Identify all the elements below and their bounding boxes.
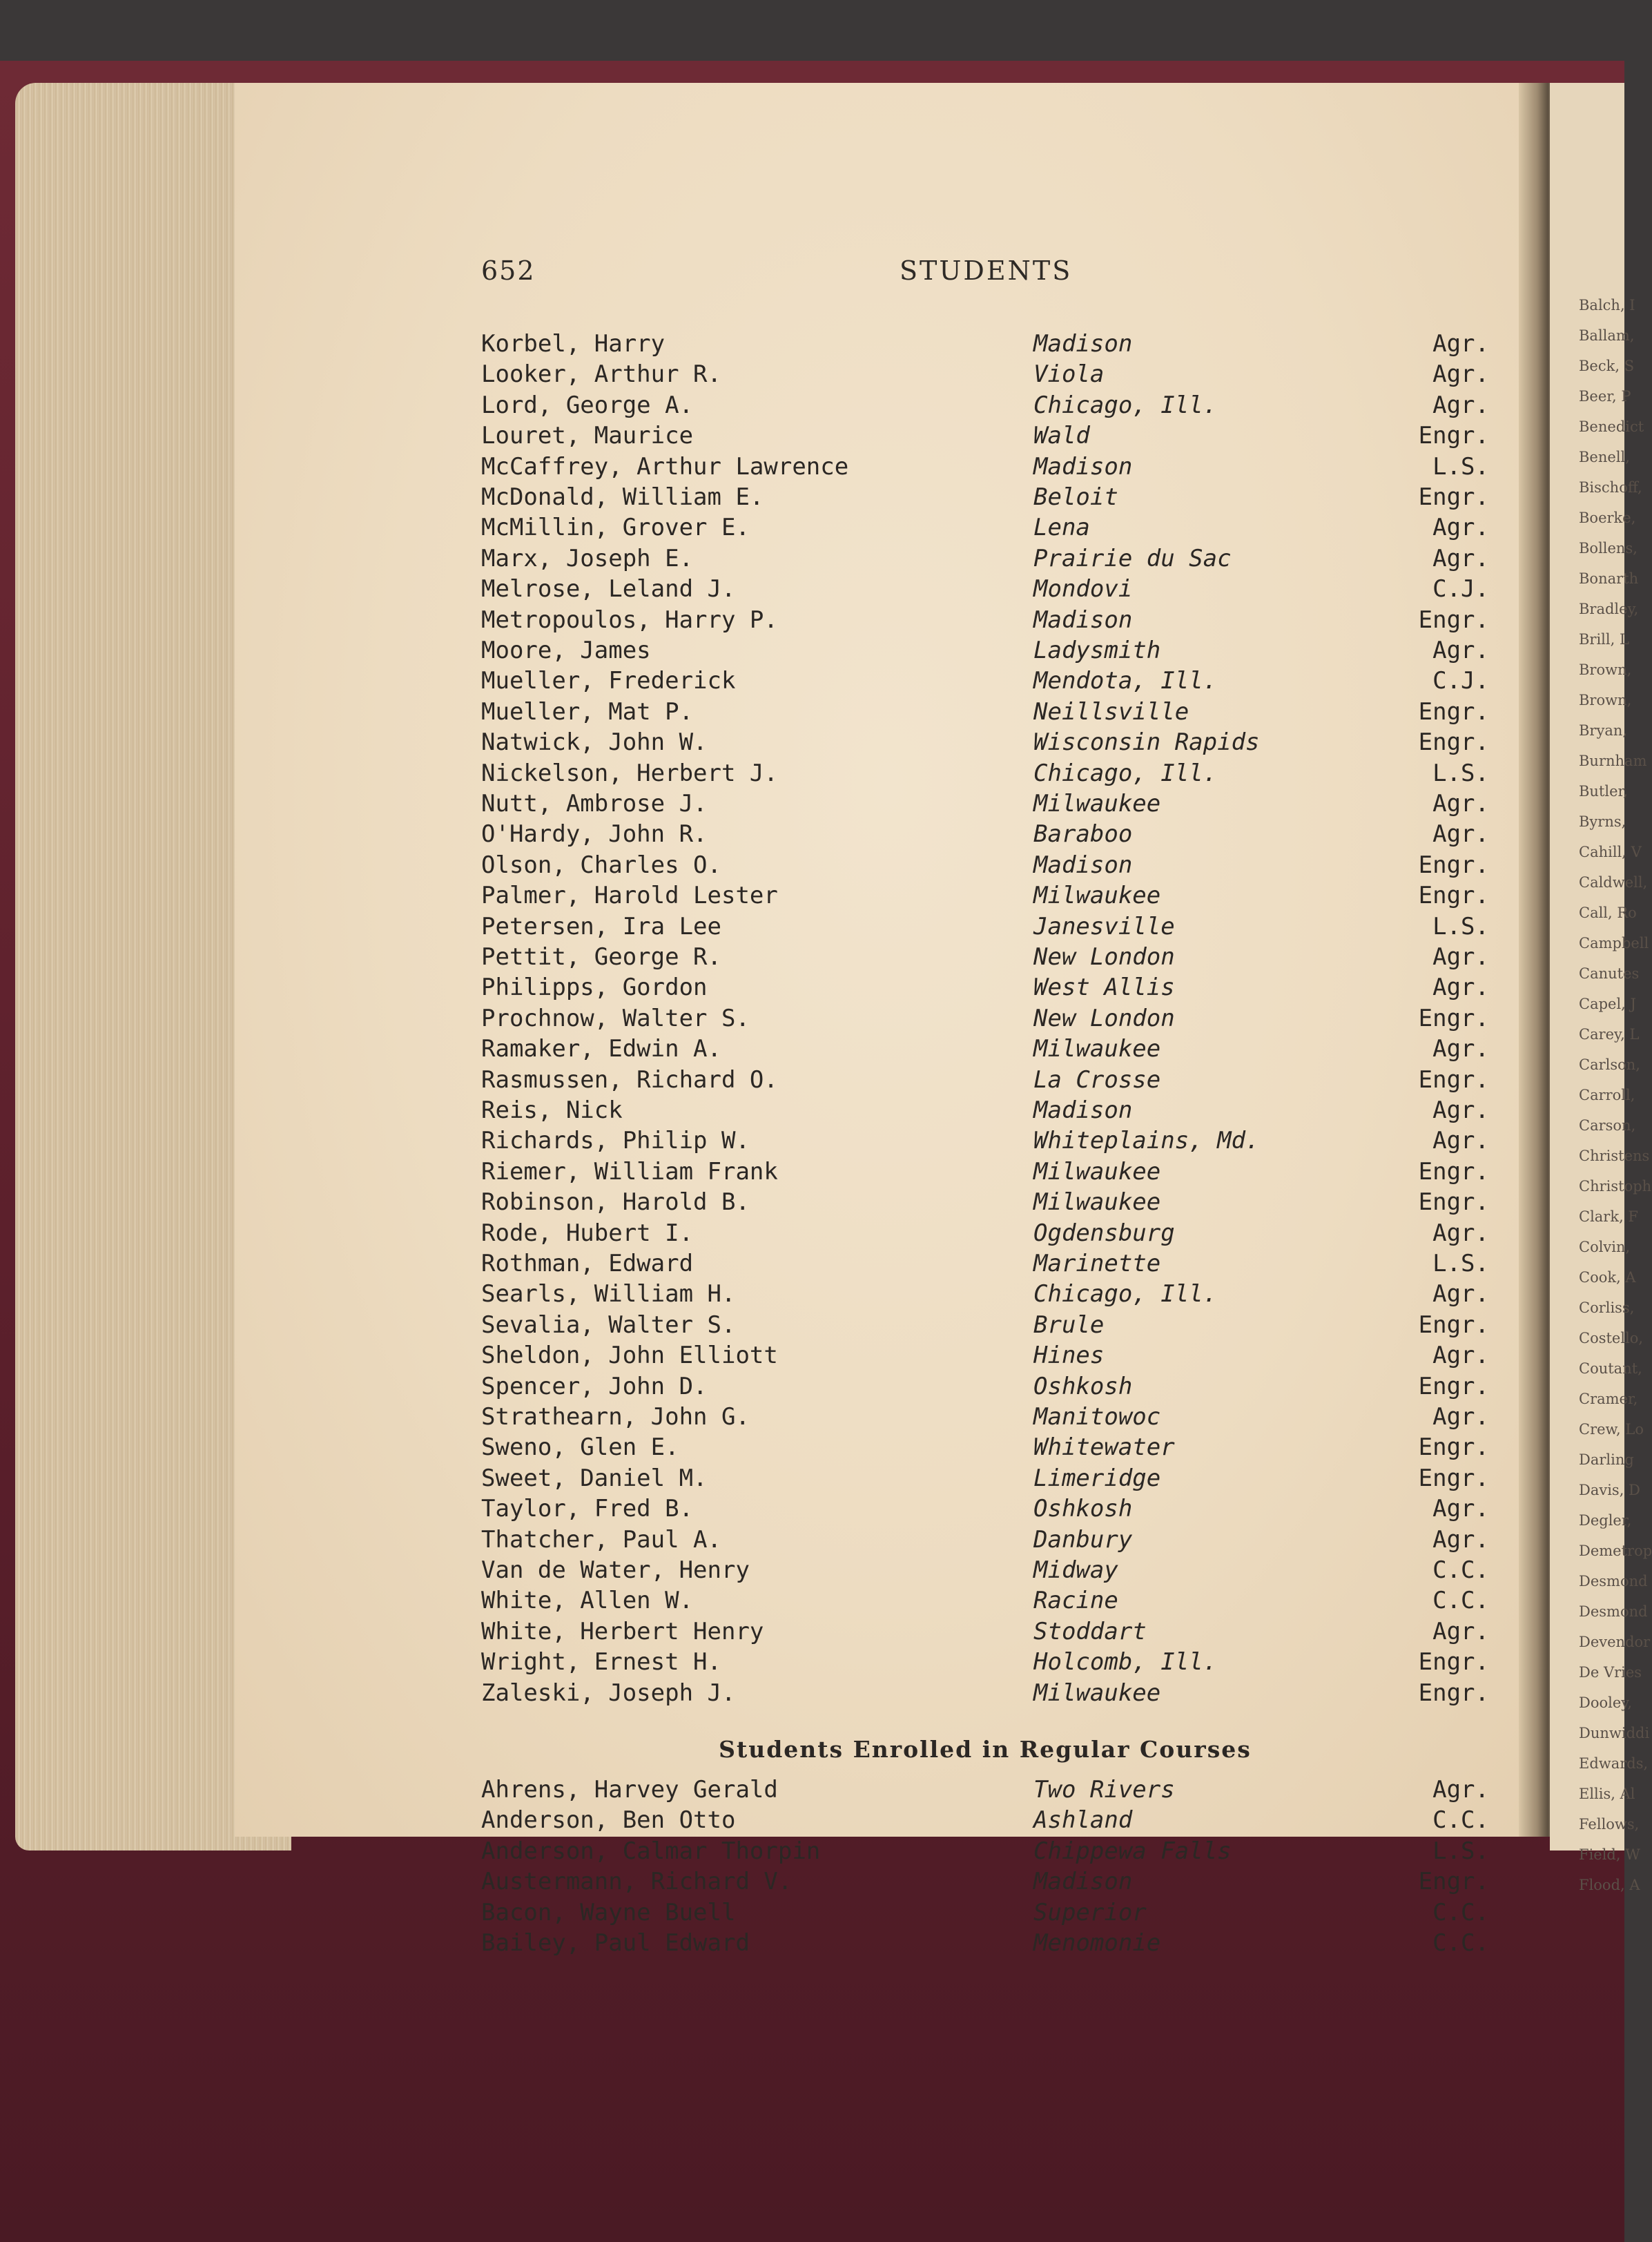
next-page-line: Colvin, <box>1579 1239 1631 1255</box>
student-row <box>481 1035 1489 1065</box>
student-row <box>481 1373 1489 1403</box>
student-course: L.S. <box>1432 452 1489 481</box>
student-course: Agr. <box>1432 391 1489 419</box>
next-page-line: Costello, <box>1579 1330 1644 1346</box>
student-name: McMillin, Grover E. <box>481 514 750 542</box>
next-page-line: Corliss, <box>1579 1299 1635 1316</box>
student-name: Anderson, Calmar Thorpin <box>481 1837 821 1865</box>
student-town: Whitewater <box>1033 1433 1175 1462</box>
student-course: Agr. <box>1432 1495 1489 1523</box>
next-page-line: Call, Ro <box>1579 905 1637 921</box>
student-name: Mueller, Mat P. <box>481 697 694 726</box>
student-town: Madison <box>1033 851 1133 879</box>
next-page-fragment <box>1550 83 1652 1893</box>
next-page-line: Devendor <box>1579 1634 1651 1650</box>
student-course: Agr. <box>1432 544 1489 572</box>
student-name: Ahrens, Harvey Gerald <box>481 1776 778 1804</box>
student-town: Wald <box>1033 422 1090 450</box>
student-row <box>481 1776 1489 1806</box>
student-name: Austermann, Richard V. <box>481 1868 793 1896</box>
student-name: O'Hardy, John R. <box>481 820 708 849</box>
next-page-line: Carey, L <box>1579 1026 1640 1043</box>
student-row <box>481 1837 1489 1868</box>
student-town: Limeridge <box>1033 1464 1161 1492</box>
student-course: Engr. <box>1418 728 1489 757</box>
next-page-line: Dunwiddi <box>1579 1725 1650 1741</box>
student-row <box>481 1587 1489 1617</box>
student-town: Janesville <box>1033 912 1175 940</box>
student-row <box>481 606 1489 637</box>
student-town: Hines <box>1033 1342 1105 1370</box>
student-row <box>481 1899 1489 1929</box>
student-row <box>481 330 1489 360</box>
student-row <box>481 1679 1489 1710</box>
student-name: Korbel, Harry <box>481 330 665 358</box>
student-course: Agr. <box>1432 1342 1489 1370</box>
next-page-line: Brill, L <box>1579 631 1629 648</box>
student-course: Agr. <box>1432 1617 1489 1645</box>
student-name: Van de Water, Henry <box>481 1556 750 1584</box>
student-name: Rode, Hubert I. <box>481 1219 694 1247</box>
student-course: Agr. <box>1432 1127 1489 1155</box>
student-name: Nutt, Ambrose J. <box>481 790 708 818</box>
next-page-line: Burnham <box>1579 753 1647 769</box>
student-town: New London <box>1033 943 1175 971</box>
section-heading: Students Enrolled in Regular Courses <box>719 1736 1252 1763</box>
student-town: Milwaukee <box>1033 1035 1161 1063</box>
student-town: Mendota, Ill. <box>1033 667 1218 695</box>
next-page-line: Desmond <box>1579 1573 1648 1589</box>
student-name: McDonald, William E. <box>481 483 764 511</box>
student-name: Natwick, John W. <box>481 728 708 757</box>
student-course: C.C. <box>1432 1898 1489 1926</box>
student-town: Wisconsin Rapids <box>1033 728 1260 757</box>
student-town: Brule <box>1033 1311 1105 1339</box>
student-town: Neillsville <box>1033 697 1189 726</box>
student-row <box>481 483 1489 514</box>
next-page-line: Cook, A <box>1579 1269 1636 1286</box>
student-town: Oshkosh <box>1033 1495 1133 1523</box>
next-page-line: Edwards, <box>1579 1755 1649 1772</box>
student-course: Engr. <box>1418 422 1489 450</box>
student-name: Sweet, Daniel M. <box>481 1464 708 1492</box>
student-row <box>481 760 1489 790</box>
next-page-line: Beck, S <box>1579 358 1635 374</box>
student-town: Superior <box>1033 1898 1147 1926</box>
student-row <box>481 1403 1489 1433</box>
next-page-line: Brown, <box>1579 661 1632 678</box>
student-name: Metropoulos, Harry P. <box>481 606 778 634</box>
student-town: New London <box>1033 1004 1175 1032</box>
student-name: Thatcher, Paul A. <box>481 1525 721 1554</box>
student-course: Engr. <box>1418 1188 1489 1217</box>
student-name: Marx, Joseph E. <box>481 544 694 572</box>
student-name: Bacon, Wayne Buell <box>481 1898 736 1926</box>
student-row <box>481 1005 1489 1035</box>
student-name: Bailey, Paul Edward <box>481 1929 750 1957</box>
student-name: Zaleski, Joseph J. <box>481 1679 736 1707</box>
student-town: La Crosse <box>1033 1065 1161 1094</box>
page-number: 652 <box>481 255 536 286</box>
student-name: Searls, William H. <box>481 1280 736 1308</box>
student-course: L.S. <box>1432 1837 1489 1865</box>
student-course: Agr. <box>1432 1280 1489 1308</box>
student-town: Viola <box>1033 360 1105 389</box>
student-name: Ramaker, Edwin A. <box>481 1035 721 1063</box>
student-course: C.C. <box>1432 1556 1489 1584</box>
student-course: Agr. <box>1432 1525 1489 1554</box>
next-page-line: Ballam, <box>1579 327 1635 344</box>
next-page-line: Field, W <box>1579 1846 1640 1863</box>
student-row <box>481 1465 1489 1495</box>
next-page-line: Dooley, <box>1579 1694 1633 1711</box>
student-row <box>481 974 1489 1004</box>
next-page-line: Beer, P <box>1579 388 1631 405</box>
student-town: Manitowoc <box>1033 1403 1161 1431</box>
student-row <box>481 698 1489 728</box>
student-row <box>481 637 1489 667</box>
student-row <box>481 1806 1489 1837</box>
student-town: Milwaukee <box>1033 790 1161 818</box>
student-row <box>481 790 1489 820</box>
student-row <box>481 545 1489 575</box>
student-row <box>481 1342 1489 1372</box>
student-row <box>481 1219 1489 1250</box>
student-row <box>481 882 1489 912</box>
next-page-line: Campbell <box>1579 935 1649 951</box>
next-page-line: Capel, J <box>1579 996 1636 1012</box>
student-course: L.S. <box>1432 1250 1489 1277</box>
student-name: Spencer, John D. <box>481 1372 708 1400</box>
student-row <box>481 1868 1489 1898</box>
student-name: White, Allen W. <box>481 1587 694 1615</box>
student-name: White, Herbert Henry <box>481 1617 764 1645</box>
next-page-line: Carroll, <box>1579 1087 1635 1103</box>
student-course: Engr. <box>1418 1433 1489 1462</box>
student-name: Taylor, Fred B. <box>481 1495 694 1523</box>
next-page-line: Butler, <box>1579 783 1628 800</box>
student-row <box>481 422 1489 452</box>
next-page-line: Bischoff, <box>1579 479 1642 496</box>
student-name: McCaffrey, Arthur Lawrence <box>481 452 849 481</box>
next-page-line: Byrns, <box>1579 813 1626 830</box>
student-town: Baraboo <box>1033 820 1133 849</box>
student-name: Prochnow, Walter S. <box>481 1004 750 1032</box>
student-course: Agr. <box>1432 514 1489 542</box>
student-course: Engr. <box>1418 1372 1489 1400</box>
student-row <box>481 851 1489 882</box>
student-town: Milwaukee <box>1033 1188 1161 1217</box>
student-town: Madison <box>1033 606 1133 634</box>
student-name: Nickelson, Herbert J. <box>481 759 778 787</box>
student-course: Agr. <box>1432 1776 1489 1804</box>
student-row <box>481 1158 1489 1188</box>
student-row <box>481 360 1489 391</box>
student-course: Agr. <box>1432 637 1489 664</box>
student-town: Chicago, Ill. <box>1033 759 1218 787</box>
student-town: Milwaukee <box>1033 882 1161 910</box>
student-town: Chicago, Ill. <box>1033 1280 1218 1308</box>
student-course: Engr. <box>1418 606 1489 634</box>
student-name: Looker, Arthur R. <box>481 360 721 389</box>
running-head: STUDENTS <box>900 255 1073 286</box>
student-name: Reis, Nick <box>481 1096 623 1124</box>
student-name: Rasmussen, Richard O. <box>481 1065 778 1094</box>
student-town: Chicago, Ill. <box>1033 391 1218 419</box>
next-page-line: Bonarth <box>1579 570 1639 587</box>
student-town: Milwaukee <box>1033 1157 1161 1186</box>
student-row <box>481 667 1489 697</box>
next-page-line: Degler, <box>1579 1512 1632 1529</box>
student-name: Lord, George A. <box>481 391 694 419</box>
student-name: Rothman, Edward <box>481 1250 694 1277</box>
student-town: Beloit <box>1033 483 1118 511</box>
next-page-line: Boerke, <box>1579 510 1636 526</box>
student-course: Engr. <box>1418 882 1489 910</box>
student-name: Sevalia, Walter S. <box>481 1311 736 1339</box>
student-name: Anderson, Ben Otto <box>481 1806 736 1835</box>
student-name: Sheldon, John Elliott <box>481 1342 778 1370</box>
student-course: L.S. <box>1432 912 1489 940</box>
student-town: Ogdensburg <box>1033 1219 1175 1247</box>
student-name: Richards, Philip W. <box>481 1127 750 1155</box>
next-page-line: Bollens, <box>1579 540 1638 557</box>
student-town: Madison <box>1033 330 1133 358</box>
next-page-line: Crew, Lo <box>1579 1421 1644 1438</box>
student-name: Wright, Ernest H. <box>481 1648 721 1676</box>
student-town: West Allis <box>1033 974 1175 1002</box>
next-page-line: Benedict <box>1579 418 1644 435</box>
student-course: Engr. <box>1418 1648 1489 1676</box>
student-row <box>481 1526 1489 1556</box>
student-town: Ladysmith <box>1033 637 1161 664</box>
student-town: Prairie du Sac <box>1033 544 1232 572</box>
next-page-line: Carson, <box>1579 1117 1636 1134</box>
student-row <box>481 1648 1489 1679</box>
student-row <box>481 1280 1489 1311</box>
student-course: Agr. <box>1432 943 1489 971</box>
student-name: Petersen, Ira Lee <box>481 912 721 940</box>
student-town: Midway <box>1033 1556 1118 1584</box>
student-course: Engr. <box>1418 697 1489 726</box>
next-page-line: Davis, D <box>1579 1482 1640 1498</box>
next-page-line: Flood, A <box>1579 1877 1640 1893</box>
student-row <box>481 1556 1489 1587</box>
student-row <box>481 913 1489 943</box>
student-row <box>481 1188 1489 1219</box>
student-name: Strathearn, John G. <box>481 1403 750 1431</box>
next-page-line: Bradley, <box>1579 601 1639 617</box>
student-name: Philipps, Gordon <box>481 974 708 1002</box>
student-course: Engr. <box>1418 483 1489 511</box>
next-page-line: Clark, F <box>1579 1208 1638 1225</box>
student-row <box>481 392 1489 422</box>
next-page-line: Demetrop <box>1579 1543 1652 1559</box>
student-course: C.J. <box>1432 667 1489 695</box>
student-row <box>481 1929 1489 1960</box>
next-page-line: Balch, I <box>1579 297 1635 313</box>
next-page-line: Christens <box>1579 1148 1650 1164</box>
next-page-line: Cramer, <box>1579 1391 1638 1407</box>
student-row <box>481 1127 1489 1157</box>
student-row <box>481 1618 1489 1648</box>
student-course: C.J. <box>1432 575 1489 603</box>
next-page-line: Brown, <box>1579 692 1632 708</box>
student-town: Two Rivers <box>1033 1776 1175 1804</box>
student-name: Louret, Maurice <box>481 422 694 450</box>
student-course: Engr. <box>1418 1065 1489 1094</box>
student-course: Agr. <box>1432 1219 1489 1247</box>
student-row <box>481 575 1489 606</box>
student-course: L.S. <box>1432 759 1489 787</box>
student-name: Palmer, Harold Lester <box>481 882 778 910</box>
student-name: Pettit, George R. <box>481 943 721 971</box>
student-name: Robinson, Harold B. <box>481 1188 750 1217</box>
student-course: Agr. <box>1432 790 1489 818</box>
student-row <box>481 1066 1489 1096</box>
student-town: Lena <box>1033 514 1090 542</box>
student-course: Engr. <box>1418 1311 1489 1339</box>
student-row <box>481 820 1489 851</box>
student-name: Sweno, Glen E. <box>481 1433 679 1462</box>
student-name: Moore, James <box>481 637 651 664</box>
next-page-line: Canutes <box>1579 965 1640 982</box>
student-course: C.C. <box>1432 1806 1489 1835</box>
student-town: Madison <box>1033 1868 1133 1896</box>
student-town: Stoddart <box>1033 1617 1147 1645</box>
next-page-line: Coutant, <box>1579 1360 1642 1377</box>
student-row <box>481 514 1489 544</box>
next-page-line: Caldwell, <box>1579 874 1648 891</box>
next-page-line: Fellows, <box>1579 1816 1640 1833</box>
student-course: Agr. <box>1432 330 1489 358</box>
student-town: Madison <box>1033 1096 1133 1124</box>
student-row <box>481 1250 1489 1280</box>
student-town: Oshkosh <box>1033 1372 1133 1400</box>
student-course: Engr. <box>1418 1868 1489 1896</box>
next-page-line: Benell, <box>1579 449 1630 465</box>
next-page-line: Christoph <box>1579 1178 1652 1195</box>
student-course: C.C. <box>1432 1587 1489 1615</box>
student-name: Olson, Charles O. <box>481 851 721 879</box>
student-row <box>481 1433 1489 1464</box>
student-course: Agr. <box>1432 1403 1489 1431</box>
next-page-line: Desmond <box>1579 1603 1648 1620</box>
student-row <box>481 1096 1489 1127</box>
next-page-line: De Vries <box>1579 1664 1642 1681</box>
student-row <box>481 1311 1489 1342</box>
student-town: Racine <box>1033 1587 1118 1615</box>
student-course: Agr. <box>1432 1035 1489 1063</box>
student-town: Holcomb, Ill. <box>1033 1648 1218 1676</box>
student-town: Milwaukee <box>1033 1679 1161 1707</box>
next-page-line: Darling <box>1579 1451 1634 1468</box>
student-course: C.C. <box>1432 1929 1489 1957</box>
next-page-line: Bryan, <box>1579 722 1628 739</box>
student-town: Whiteplains, Md. <box>1033 1127 1260 1155</box>
student-course: Engr. <box>1418 1004 1489 1032</box>
student-name: Riemer, William Frank <box>481 1157 778 1186</box>
student-town: Marinette <box>1033 1250 1161 1277</box>
student-course: Agr. <box>1432 974 1489 1002</box>
next-page-line: Ellis, Al <box>1579 1786 1635 1802</box>
student-town: Menomonie <box>1033 1929 1161 1957</box>
student-course: Agr. <box>1432 820 1489 849</box>
student-course: Engr. <box>1418 1464 1489 1492</box>
student-row <box>481 728 1489 759</box>
next-page-line: Cahill, V <box>1579 844 1642 860</box>
student-name: Mueller, Frederick <box>481 667 736 695</box>
student-town: Danbury <box>1033 1525 1133 1554</box>
student-row <box>481 453 1489 483</box>
student-course: Agr. <box>1432 1096 1489 1124</box>
student-town: Chippewa Falls <box>1033 1837 1232 1865</box>
student-course: Agr. <box>1432 360 1489 389</box>
student-course: Engr. <box>1418 1157 1489 1186</box>
student-town: Mondovi <box>1033 575 1133 603</box>
student-row <box>481 943 1489 974</box>
student-name: Melrose, Leland J. <box>481 575 736 603</box>
student-row <box>481 1495 1489 1525</box>
next-page-line: Carlson, <box>1579 1056 1640 1073</box>
student-town: Ashland <box>1033 1806 1133 1835</box>
student-course: Engr. <box>1418 851 1489 879</box>
student-course: Engr. <box>1418 1679 1489 1707</box>
student-town: Madison <box>1033 452 1133 481</box>
